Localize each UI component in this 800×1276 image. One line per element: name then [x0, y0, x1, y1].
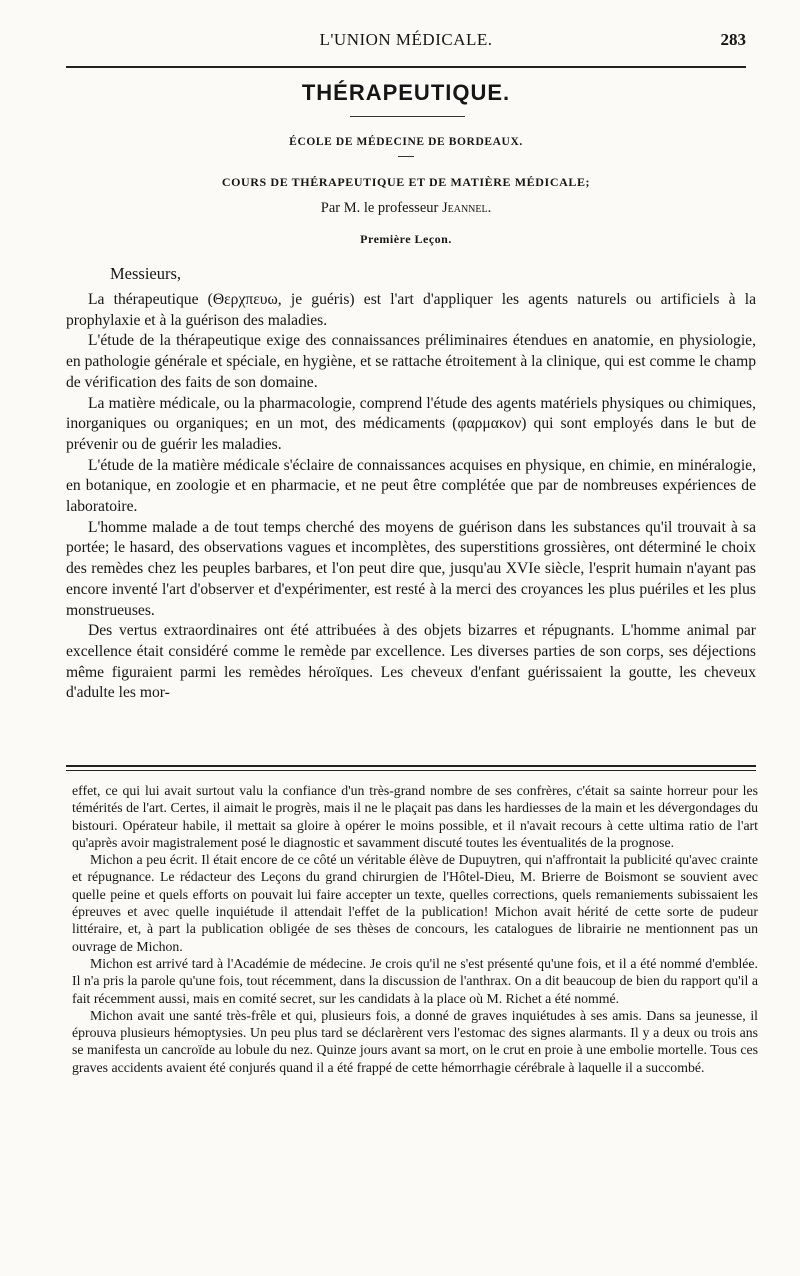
- paragraph: La thérapeutique (Θερχπευω, je guéris) est l'art d'appliquer les agents naturels ou artificiels à la prophylaxie et à la guérison des maladies.: [66, 291, 756, 329]
- header-rule: [66, 66, 746, 68]
- paragraph: La matière médicale, ou la pharmacologie, comprend l'étude des agents matériels physiques ou chimiques, inorganiques ou organiques; en un mot, des médicaments (φαρμακον) qui sont employés dans le but de prévenir ou de guérir les maladies.: [66, 394, 756, 453]
- feuilleton-text: [72, 782, 758, 1222]
- title-rule: [350, 116, 465, 117]
- page-number: 283: [720, 30, 746, 49]
- feuilleton-separator: [66, 765, 756, 771]
- salutation: Messieurs,: [110, 264, 182, 283]
- running-title: L'UNION MÉDICALE.: [319, 30, 493, 49]
- paragraph: L'homme malade a de tout temps cherché des moyens de guérison dans les substances qu'il trouvait à sa portée; le hasard, des observations vagues et incomplètes, des superstitions grossières, ont déterminé le choix des remèdes chez les peuples barbares, et l'on peut dire que, jusqu'au XVIe siècle, l'esprit humain n'ayant pas encore inventé l'art d'observer et d'expérimenter, est resté à la merci des croyances les plus puériles et les plus monstrueuses.: [66, 518, 756, 619]
- school-heading: ÉCOLE DE MÉDECINE DE BORDEAUX.: [289, 136, 523, 148]
- paragraph: L'étude de la thérapeutique exige des connaissances préliminaires étendues en anatomie, en physiologie, en pathologie générale et spéciale, en hygiène, et se rattache étroitement à la clinique, qui est comme le champ de vérification des faits de son domaine.: [66, 332, 756, 391]
- paragraph: Des vertus extraordinaires ont été attribuées à des objets bizarres et répugnants. L'homme animal par excellence était considéré comme le remède par excellence. Les diverses parties de son corps, ses déjections même figuraient parmi les remèdes héroïques. Les cheveux d'enfant guérissaient la goutte, les cheveux d'adulte les mor-: [66, 622, 756, 702]
- feuilleton-paragraph: Michon est arrivé tard à l'Académie de médecine. Je crois qu'il ne s'est présenté qu'une fois, et il a été nommé d'emblée. Il n'a pris la parole qu'une fois, tout récemment, dans la discussion de l'anthrax. On a dit beaucoup de bien du rapport qu'il a fait récemment aussi, mais en comité secret, sur les candidats à la place où M. Richet a été nommé.: [72, 955, 758, 1006]
- paragraph: L'étude de la matière médicale s'éclaire de connaissances acquises en physique, en chimie, en minéralogie, en botanique, en zoologie et en pharmacie, et ne peut être complétée que par de nombreuses expériences de laboratoire.: [66, 456, 756, 516]
- lesson-heading: Première Leçon.: [360, 232, 452, 246]
- page-header: [66, 30, 746, 54]
- feuilleton-paragraph: Michon a peu écrit. Il était encore de ce côté un véritable élève de Dupuytren, qui n'affrontait la publicité qu'avec crainte et répugnance. Le rédacteur des Leçons du grand chirurgien de l'Hôtel-Dieu, M. Brierre de Boismont se souvient avec quelle peine et quels efforts on pouvait lui faire accepter un texte, quelles corrections, quels remaniements subissaient les épreuves et avec quelle inquiétude il attendait l'effet de la publication! Michon avait hérité de cette sorte de pudeur littéraire, et, à part la publication obligée de ses thèses de concours, les catalogues de librairie ne mentionnent pas un ouvrage de Michon.: [72, 852, 758, 954]
- main-text: [66, 290, 756, 758]
- feuilleton-paragraph: effet, ce qui lui avait surtout valu la confiance d'un très-grand nombre de ses confrères, c'était sa sainte horreur pour les témérités de l'art. Certes, il aimait le progrès, mais il ne le plaçait pas dans les hardiesses de la main et les dévergondages du bistouri. Opérateur habile, il mettait sa gloire à opérer le moins possible, et il n'avait recours à cette ultima ratio de l'art qu'après avoir magistralement posé le diagnostic et savamment discuté toutes les éventualités de la prognose.: [72, 783, 758, 850]
- feuilleton-paragraph: Michon avait une santé très-frêle et qui, plusieurs fois, a donné de graves inquiétudes à ses amis. Dans sa jeunesse, il éprouva plusieurs hémoptysies. Un peu plus tard se déclarèrent vers l'estomac des signes alarmants. Il y a deux ou trois ans se manifesta un cancroïde au lobule du nez. Quinze jours avant sa mort, on le crut en proie à une embolie mortelle. Tous ces graves accidents avaient été conjurés quand il a été frappé de cette hémorrhagie cérébrale à laquelle il a succombé.: [72, 1007, 758, 1075]
- course-heading: COURS DE THÉRAPEUTIQUE ET DE MATIÈRE MÉDICALE;: [221, 175, 591, 189]
- author-prefix: Par M. le professeur: [320, 200, 442, 216]
- author-line: [66, 200, 746, 217]
- author-name: Jeannel.: [441, 200, 492, 216]
- school-rule: [398, 156, 414, 157]
- section-title: THÉRAPEUTIQUE.: [301, 80, 511, 105]
